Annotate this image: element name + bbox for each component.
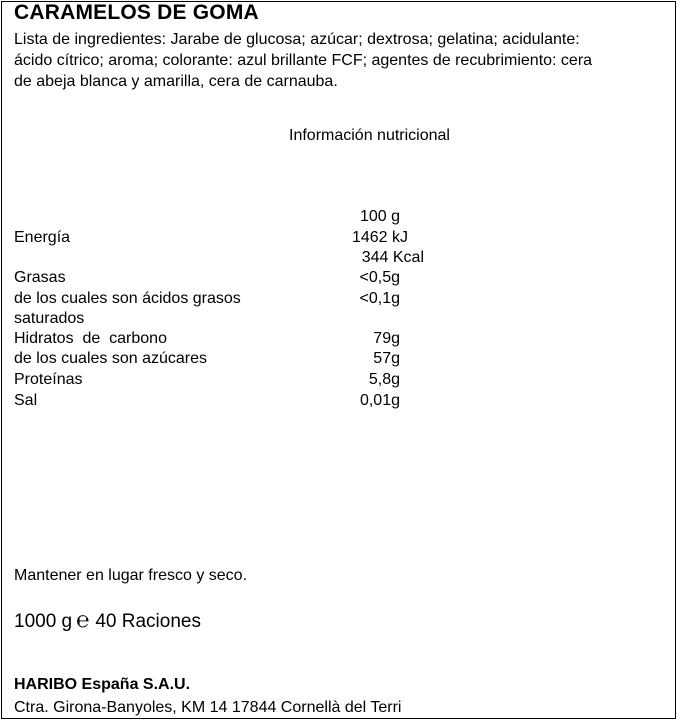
nutrition-heading: Información nutricional xyxy=(289,127,450,144)
nutrient-label-protein: Proteínas xyxy=(14,371,83,388)
portions-count: 40 Raciones xyxy=(95,611,201,632)
manufacturer-address: Ctra. Girona-Banyoles, KM 14 17844 Cornellà del Terri xyxy=(14,699,402,716)
nutrient-value-protein: 5,8g xyxy=(368,371,400,388)
nutrient-label-sugars: de los cuales son azúcares xyxy=(14,350,207,367)
manufacturer-name: HARIBO España S.A.U. xyxy=(14,676,191,693)
nutrient-value-saturated-fat: <0,1g xyxy=(359,290,400,307)
ingredients-list: Lista de ingredientes: Jarabe de glucosa; azúcar; dextrosa; gelatina; acidulante: ácido cítrico; aroma; colorante: azul brillante FCF; agentes de recubrimiento: cera de abeja blanca y amarilla, cera de carnauba. xyxy=(14,31,593,90)
energy-kcal-value: 344 Kcal xyxy=(361,249,424,266)
energy-kj-value: 1462 kJ xyxy=(351,229,408,246)
nutrient-label-saturated-cont: saturados xyxy=(14,310,85,327)
nutrition-column-header: 100 g xyxy=(359,208,400,225)
product-title: CARAMELOS DE GOMA xyxy=(14,1,259,24)
estimated-sign-icon: ℮ xyxy=(76,607,90,632)
nutrient-label-fat: Grasas xyxy=(14,269,66,286)
net-weight: 1000 g xyxy=(14,611,73,632)
nutrient-label-salt: Sal xyxy=(14,392,38,409)
storage-instructions: Mantener en lugar fresco y seco. xyxy=(14,567,248,584)
nutrient-value-salt: 0,01g xyxy=(359,392,400,409)
nutrient-label-saturated-fat: de los cuales son ácidos grasos xyxy=(14,290,241,307)
package-info xyxy=(14,607,201,633)
nutrient-value-carbs: 79g xyxy=(373,330,400,347)
nutrient-value-fat: <0,5g xyxy=(359,269,400,286)
energy-label: Energía xyxy=(14,229,71,246)
nutrient-label-carbs: Hidratos de carbono xyxy=(14,330,167,347)
nutrient-value-sugars: 57g xyxy=(373,350,400,367)
